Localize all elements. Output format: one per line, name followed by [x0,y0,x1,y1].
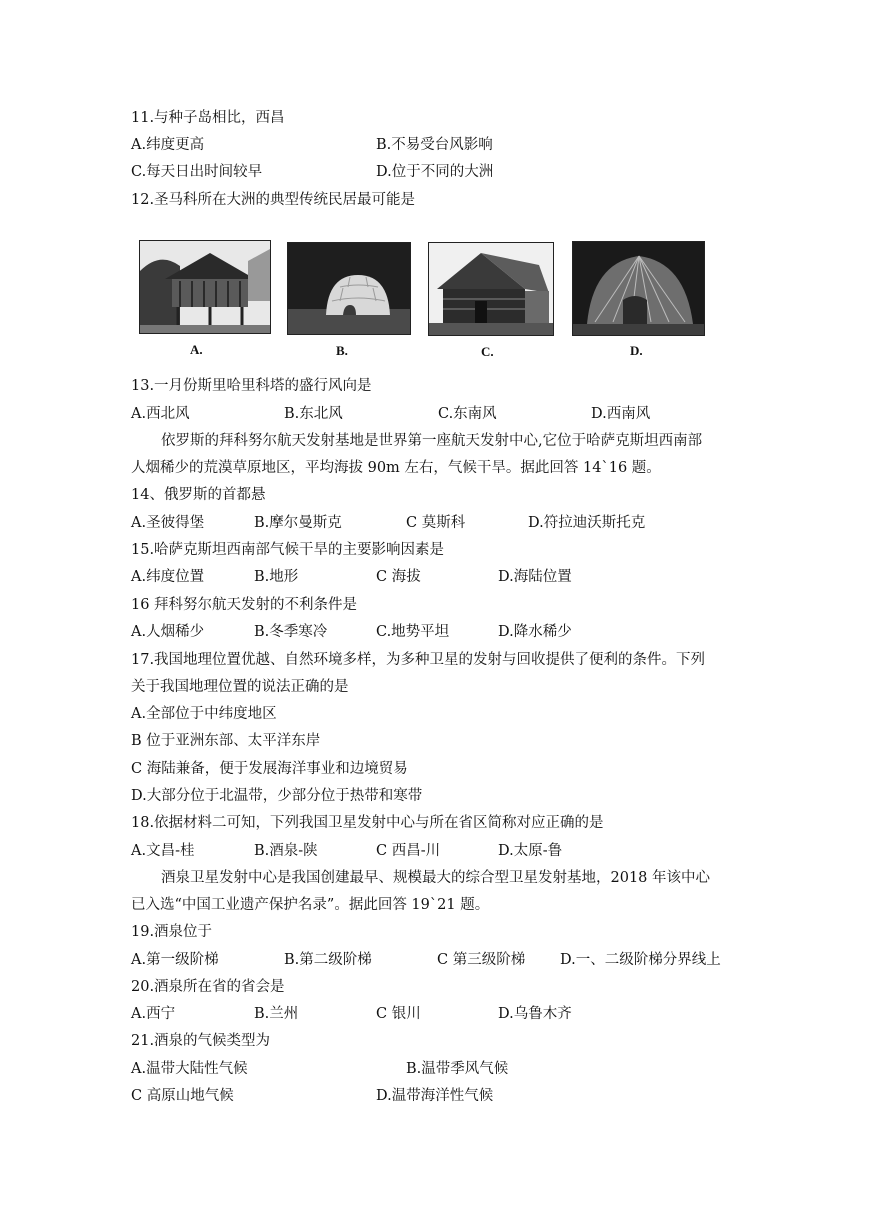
q14-stem: 14、俄罗斯的首都悬 [131,487,266,503]
q20-stem: 20.酒泉所在省的省会是 [131,979,285,995]
q15-option-b: B.地形 [254,569,299,585]
q13-option-b: B.东北风 [284,406,343,422]
q18-option-d: D.太原-鲁 [498,843,563,859]
q17-stem-line2: 关于我国地理位置的说法正确的是 [131,679,349,695]
q18-stem: 18.依据材料二可知，下列我国卫星发射中心与所在省区简称对应正确的是 [131,815,604,831]
q11-option-b: B.不易受台风影响 [376,137,493,153]
q16-option-d: D.降水稀少 [498,624,572,640]
q16-option-b: B.冬季寒冷 [254,624,328,640]
q19-option-a: A.第一级阶梯 [131,952,219,968]
q19-stem: 19.酒泉位于 [131,924,213,940]
passage1-line2: 人烟稀少的荒漠草原地区，平均海拔 90m 左右，气候干旱。据此回答 14`16 题。 [131,460,661,476]
q13-option-a: A.西北风 [131,406,190,422]
passage2-line2: 已入选“中国工业遗产保护名录”。据此回答 19`21 题。 [131,897,490,913]
q12-stem: 12.圣马科所在大洲的典型传统民居最可能是 [131,192,416,208]
q19-option-c: C 第三级阶梯 [437,952,526,968]
q11-option-d: D.位于不同的大洲 [376,164,494,180]
q16-stem: 16 拜科努尔航天发射的不利条件是 [131,597,358,613]
house-image-b [287,242,411,335]
q13-option-c: C.东南风 [438,406,497,422]
q19-option-d: D.一、二级阶梯分界线上 [560,952,721,968]
q16-option-c: C.地势平坦 [376,624,450,640]
q11-option-a: A.纬度更高 [131,137,205,153]
q21-option-c: C 高原山地气候 [131,1088,234,1104]
q21-option-d: D.温带海洋性气候 [376,1088,494,1104]
q15-stem: 15.哈萨克斯坦西南部气候干旱的主要影响因素是 [131,542,445,558]
q17-option-d: D.大部分位于北温带，少部分位于热带和寒带 [131,788,423,804]
passage1-line1: 依罗斯的拜科努尔航天发射基地是世界第一座航天发射中心,它位于哈萨克斯坦西南部 [161,433,703,449]
q14-option-d: D.符拉迪沃斯托克 [528,515,646,531]
q15-option-a: A.纬度位置 [131,569,205,585]
q14-option-c: C 莫斯科 [406,515,466,531]
q16-option-a: A.人烟稀少 [131,624,205,640]
image-label-c: C. [481,344,494,359]
q17-option-a: A.全部位于中纬度地区 [131,706,277,722]
passage2-line1: 酒泉卫星发射中心是我国创建最早、规模最大的综合型卫星发射基地，2018 年该中心 [161,870,711,886]
image-label-b: B. [336,343,348,358]
q21-option-a: A.温带大陆性气候 [131,1061,248,1077]
q20-option-c: C 银川 [376,1006,421,1022]
q21-stem: 21.酒泉的气候类型为 [131,1033,271,1049]
q18-option-b: B.酒泉-陕 [254,843,318,859]
q21-option-b: B.温带季风气候 [406,1061,509,1077]
q17-option-c: C 海陆兼备，便于发展海洋事业和边境贸易 [131,761,408,777]
q18-option-c: C 西昌-川 [376,843,441,859]
house-image-a [139,240,271,334]
q20-option-d: D.乌鲁木齐 [498,1006,572,1022]
image-label-a: A. [190,342,203,357]
q20-option-a: A.西宁 [131,1006,176,1022]
q13-option-d: D.西南风 [591,406,651,422]
q17-option-b: B 位于亚洲东部、太平洋东岸 [131,733,321,749]
image-label-d: D. [630,343,643,358]
q17-stem-line1: 17.我国地理位置优越、自然环境多样，为多种卫星的发射与回收提供了便利的条件。下列 [131,652,706,668]
house-image-c [428,242,554,336]
q14-option-b: B.摩尔曼斯克 [254,515,342,531]
q18-option-a: A.文昌-桂 [131,843,195,859]
q15-option-c: C 海拔 [376,569,421,585]
q15-option-d: D.海陆位置 [498,569,572,585]
q14-option-a: A.圣彼得堡 [131,515,205,531]
q11-option-c: C.每天日出时间较早 [131,164,263,180]
q20-option-b: B.兰州 [254,1006,299,1022]
house-image-d [572,241,705,336]
q11-stem: 11.与种子岛相比，西昌 [131,110,285,126]
q19-option-b: B.第二级阶梯 [284,952,372,968]
q13-stem: 13.一月份斯里哈里科塔的盛行风向是 [131,378,372,394]
